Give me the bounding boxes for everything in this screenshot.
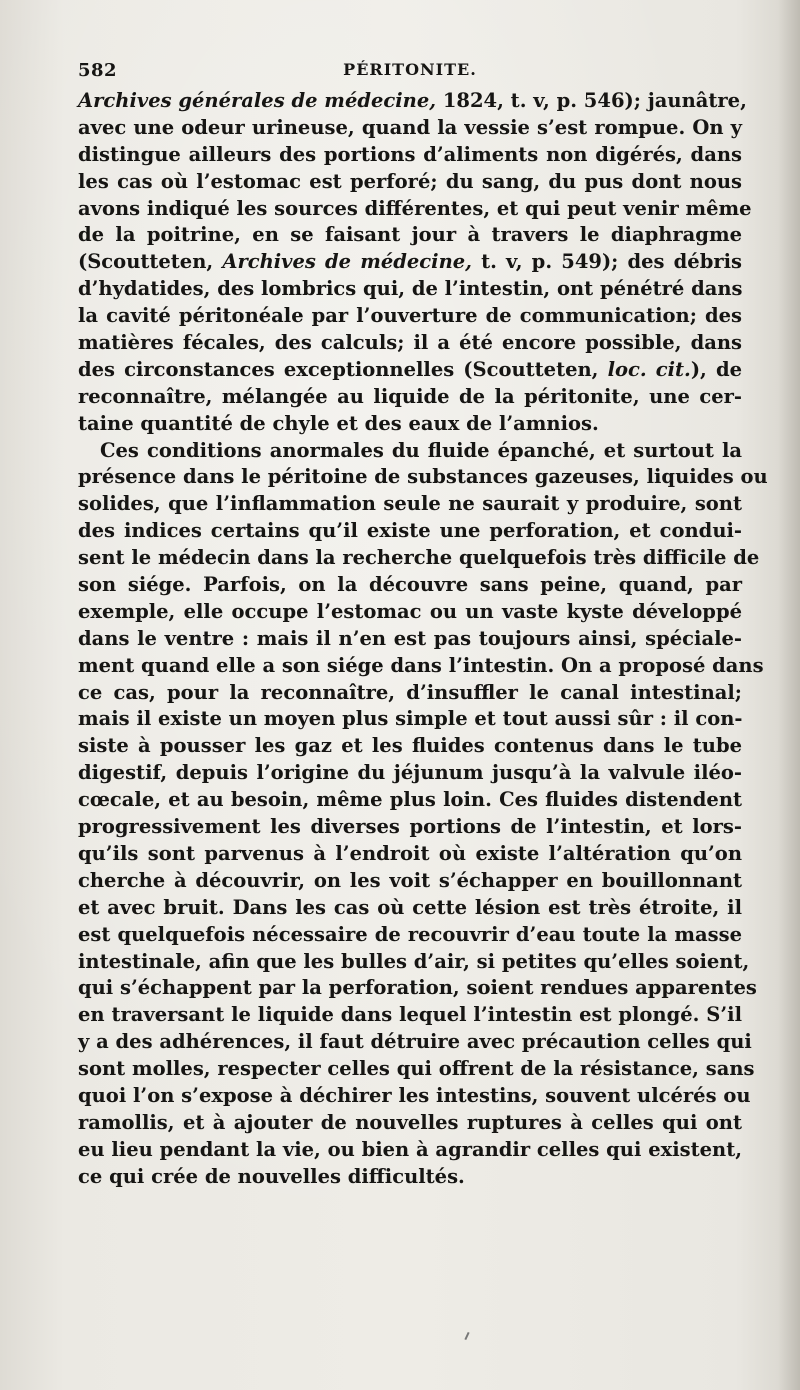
text-run: (Scoutteten, xyxy=(78,250,223,274)
text-line xyxy=(78,276,742,303)
text-run: avec une odeur urineuse, quand la vessie s’est rompue. On y xyxy=(78,115,742,139)
text-run: ce qui crée de nouvelles difficultés. xyxy=(78,1164,465,1188)
body-text xyxy=(78,88,768,1191)
text-run: d’hydatides, des lombrics qui, de l’intestin, ont pénétré dans xyxy=(78,277,743,301)
text-run: dans le ventre : mais il n’en est pas toujours ainsi, spéciale- xyxy=(78,626,742,650)
text-line xyxy=(78,626,742,653)
text-run: y a des adhérences, il faut détruire avec précaution celles qui xyxy=(78,1030,752,1054)
text-line xyxy=(78,653,764,680)
text-run: ), de xyxy=(690,357,742,381)
text-run: ment quand elle a son siége dans l’intestin. On a proposé dans xyxy=(78,653,764,677)
text-line xyxy=(78,303,742,330)
text-line xyxy=(78,572,742,599)
text-run: reconnaître, mélangée au liquide de la péritonite, une cer- xyxy=(78,384,742,408)
text-line xyxy=(78,975,757,1002)
italic-citation: loc. cit. xyxy=(607,357,691,381)
text-run: progressivement les diverses portions de l’intestin, et lors- xyxy=(78,815,742,839)
text-line xyxy=(78,196,752,223)
text-run: eu lieu pendant la vie, ou bien à agrandir celles qui existent, xyxy=(78,1137,742,1161)
text-line xyxy=(78,599,742,626)
running-head xyxy=(78,60,742,88)
ink-mark xyxy=(464,1332,469,1340)
text-run: la cavité péritonéale par l’ouverture de communication; des xyxy=(78,304,742,328)
text-run: digestif, depuis l’origine du jéjunum jusqu’à la valvule iléo- xyxy=(78,761,742,785)
text-run: solides, que l’inflammation seule ne saurait y produire, sont xyxy=(78,492,742,516)
text-run: sont molles, respecter celles qui offrent de la résistance, sans xyxy=(78,1057,755,1081)
text-run: t. v, p. 549); des débris xyxy=(471,250,743,274)
text-run: des indices certains qu’il existe une perforation, et condui- xyxy=(78,519,742,543)
text-run: ramollis, et à ajouter de nouvelles ruptures à celles qui ont xyxy=(78,1110,742,1134)
text-line xyxy=(78,249,742,276)
text-line xyxy=(78,787,742,814)
text-run: avons indiqué les sources différentes, et qui peut venir même xyxy=(78,196,752,220)
text-line xyxy=(78,814,742,841)
text-line xyxy=(78,733,742,760)
text-run: en traversant le liquide dans lequel l’intestin est plongé. S’il xyxy=(78,1003,742,1027)
page-edge-shadow xyxy=(778,0,800,1390)
text-run: distingue ailleurs des portions d’aliments non digérés, dans xyxy=(78,142,742,166)
text-run: cœcale, et au besoin, même plus loin. Ces fluides distendent xyxy=(78,788,742,812)
text-line xyxy=(78,1083,751,1110)
text-run: matières fécales, des calculs; il a été encore possible, dans xyxy=(78,331,742,355)
text-line xyxy=(78,169,742,196)
text-run: quoi l’on s’expose à déchirer les intestins, souvent ulcérés ou xyxy=(78,1083,751,1107)
text-line xyxy=(78,330,742,357)
text-run: taine quantité de chyle et des eaux de l’amnios. xyxy=(78,411,599,435)
italic-citation: Archives de médecine, xyxy=(222,250,472,274)
text-run: les cas où l’estomac est perforé; du sang, du pus dont nous xyxy=(78,169,742,193)
text-run: cherche à découvrir, on les voit s’échapper en bouillonnant xyxy=(78,868,742,892)
text-line xyxy=(78,922,742,949)
text-run: exemple, elle occupe l’estomac ou un vaste kyste développé xyxy=(78,599,742,623)
text-line xyxy=(78,841,742,868)
text-line xyxy=(78,1110,742,1137)
text-run: des circonstances exceptionnelles (Scoutteten, xyxy=(78,357,608,381)
text-line xyxy=(78,949,750,976)
text-run: ce cas, pour la reconnaître, d’insuffler le canal intestinal; xyxy=(78,680,742,704)
text-line xyxy=(78,357,742,384)
text-line xyxy=(78,518,742,545)
text-line xyxy=(78,411,742,438)
text-line xyxy=(78,1137,742,1164)
text-line xyxy=(78,491,742,518)
text-line xyxy=(78,706,742,733)
text-line xyxy=(78,142,742,169)
text-run: son siége. Parfois, on la découvre sans peine, quand, par xyxy=(78,573,742,597)
text-line xyxy=(78,1002,742,1029)
text-run: intestinale, afin que les bulles d’air, si petites qu’elles soient, xyxy=(78,949,750,973)
text-run: mais il existe un moyen plus simple et tout aussi sûr : il con- xyxy=(78,707,743,731)
text-line xyxy=(78,384,742,411)
running-title: PÉRITONITE. xyxy=(343,60,477,79)
text-line xyxy=(78,545,760,572)
text-line xyxy=(78,680,742,707)
text-line xyxy=(78,868,742,895)
text-run: Ces conditions anormales du fluide épanché, et surtout la xyxy=(100,438,742,462)
text-line xyxy=(78,222,742,249)
text-line xyxy=(78,1029,752,1056)
text-run: présence dans le péritoine de substances gazeuses, liquides ou xyxy=(78,465,768,489)
text-line xyxy=(78,760,742,787)
text-run: est quelquefois nécessaire de recouvrir d’eau toute la masse xyxy=(78,922,742,946)
text-run: et avec bruit. Dans les cas où cette lésion est très étroite, il xyxy=(78,895,742,919)
text-line xyxy=(78,1164,742,1191)
italic-citation: Archives générales de médecine, xyxy=(78,89,437,112)
text-run: 1824, t. v, p. 546); jaunâtre, xyxy=(436,89,747,112)
text-run: qui s’échappent par la perforation, soient rendues apparentes xyxy=(78,976,757,1000)
text-run: sent le médecin dans la recherche quelquefois très difficile de xyxy=(78,546,760,570)
text-run: qu’ils sont parvenus à l’endroit où existe l’altération qu’on xyxy=(78,841,742,865)
text-run: de la poitrine, en se faisant jour à travers le diaphragme xyxy=(78,223,742,247)
text-line xyxy=(78,88,747,115)
page-number: 582 xyxy=(78,60,118,81)
text-line xyxy=(78,895,742,922)
text-line xyxy=(78,115,742,142)
text-line xyxy=(78,1056,755,1083)
text-run: siste à pousser les gaz et les fluides contenus dans le tube xyxy=(78,734,742,758)
text-line xyxy=(78,464,768,491)
text-line xyxy=(78,438,742,465)
